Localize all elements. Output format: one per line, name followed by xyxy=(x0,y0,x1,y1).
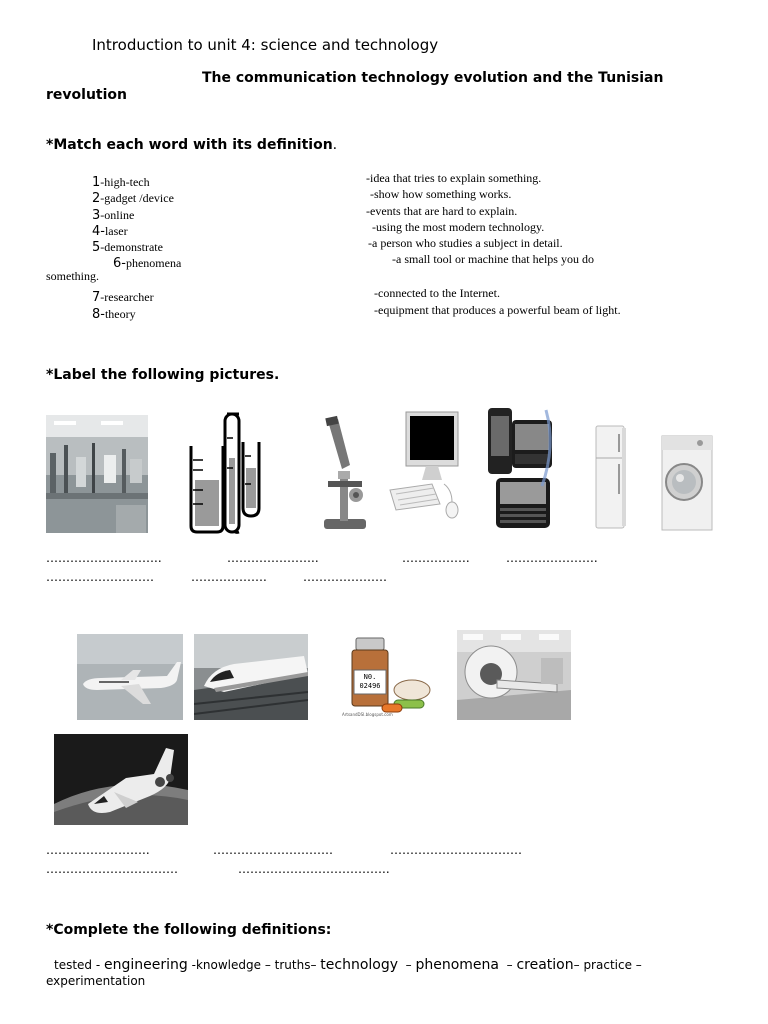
word-text: -online xyxy=(100,208,135,222)
word-text: -gadget /device xyxy=(100,191,174,205)
high-speed-train-photo xyxy=(194,634,308,720)
answer-line[interactable]: …………………………… xyxy=(390,843,522,857)
word-bank xyxy=(54,954,642,973)
subtitle-line2: revolution xyxy=(46,87,127,103)
answer-line[interactable]: ………………………… xyxy=(213,843,333,857)
washing-machine-image xyxy=(660,434,714,532)
complete-heading: *Complete the following definitions: xyxy=(46,922,332,938)
word-bank-item: – xyxy=(398,958,416,972)
definition-item: -equipment that produces a powerful beam of light. xyxy=(374,303,621,317)
refrigerator-image xyxy=(594,424,628,530)
word-bank-item: technology xyxy=(320,957,399,973)
word-number: 4- xyxy=(92,224,105,239)
answer-line[interactable]: …………………….. xyxy=(46,843,150,857)
match-heading-text: *Match each word with its definition xyxy=(46,137,333,153)
wrap-text: something. xyxy=(46,269,99,283)
word-text: -high-tech xyxy=(100,175,150,189)
answer-line[interactable]: ………………. xyxy=(191,570,267,584)
word-number: 6- xyxy=(113,256,126,271)
word-number: 8- xyxy=(92,307,105,322)
word-bank-item: – xyxy=(310,958,321,972)
word-bank-item: engineering xyxy=(104,957,188,973)
word-number: 5 xyxy=(92,240,101,255)
definition-item: -connected to the Internet. xyxy=(374,286,500,300)
word-bank-item: knowledge xyxy=(195,958,261,972)
medicine-bottle-image xyxy=(336,634,436,720)
definition-item: -using the most modern technology. xyxy=(372,220,545,234)
smartphones-image xyxy=(486,406,558,534)
page-title: Introduction to unit 4: science and technology xyxy=(92,36,439,54)
word-number: 2 xyxy=(92,191,101,206)
definition-item: -idea that tries to explain something. xyxy=(366,171,542,185)
answer-line[interactable]: ………………….. xyxy=(506,551,598,565)
word-text: phenomena xyxy=(125,256,182,270)
word-number: 1 xyxy=(92,175,101,190)
word-text: theory xyxy=(104,307,136,321)
answer-line[interactable]: ………………… xyxy=(303,570,387,584)
answer-line[interactable]: …………….. xyxy=(402,551,470,565)
answer-line[interactable]: ……………………………….. xyxy=(238,862,390,876)
word-bank-item: – xyxy=(573,958,584,972)
word-bank-item: – xyxy=(261,958,275,972)
answer-line[interactable]: ……………………….. xyxy=(46,551,162,565)
match-heading xyxy=(46,137,337,153)
word-bank-item: tested xyxy=(54,958,93,972)
desktop-computer-image xyxy=(388,410,462,520)
word-bank-item: - xyxy=(187,958,196,972)
microscope-image xyxy=(314,415,376,533)
word-bank-item: – xyxy=(499,958,517,972)
match-heading-dot: . xyxy=(332,137,338,153)
word-number: 7 xyxy=(92,290,101,305)
answer-line[interactable]: ………………….. xyxy=(227,551,319,565)
answer-line[interactable]: …………………………… xyxy=(46,862,178,876)
space-shuttle-photo xyxy=(54,734,188,825)
answer-line[interactable]: ……………………… xyxy=(46,570,154,584)
word-number: 3 xyxy=(92,208,101,223)
airplane-photo xyxy=(77,634,183,720)
word-bank-item: practice xyxy=(583,958,632,972)
definition-item: -events that are hard to explain. xyxy=(366,204,518,218)
pill-site-credit: ArtsandDSI.blogspot.com xyxy=(342,712,393,717)
word-bank-item: creation xyxy=(516,957,574,973)
definition-item: -a small tool or machine that helps you do xyxy=(392,252,594,266)
word-bank-item: - xyxy=(92,958,105,972)
word-bank-item: – xyxy=(631,958,642,972)
lab-glassware-image xyxy=(183,408,269,536)
word-bank-line2: experimentation xyxy=(46,974,146,988)
pill-bottle-label: N0. 02496 xyxy=(359,673,381,690)
word-item xyxy=(92,303,136,322)
definition-item: -show how something works. xyxy=(370,187,512,201)
laboratory-photo xyxy=(46,415,148,533)
word-text: -researcher xyxy=(100,290,154,304)
word-text: -demonstrate xyxy=(100,240,163,254)
label-heading: *Label the following pictures. xyxy=(46,367,280,383)
word-bank-item: phenomena xyxy=(415,957,499,973)
definition-item: -a person who studies a subject in detail. xyxy=(368,236,563,250)
mri-scanner-photo xyxy=(457,630,571,720)
word-item xyxy=(113,252,181,271)
word-text: laser xyxy=(104,224,128,238)
subtitle-line1: The communication technology evolution and the Tunisian xyxy=(202,70,664,86)
word-bank-item: truths xyxy=(274,958,311,972)
